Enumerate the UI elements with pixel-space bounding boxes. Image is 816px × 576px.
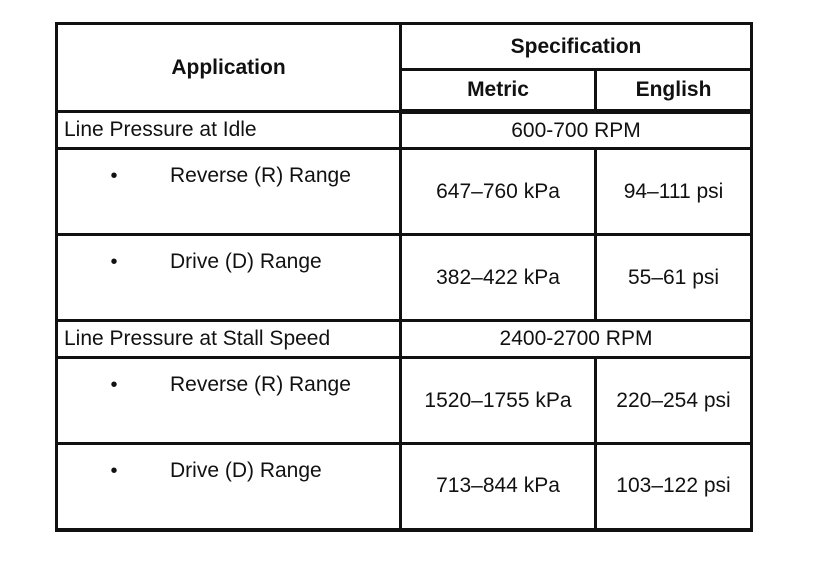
section-value: 600-700 RPM xyxy=(401,112,752,149)
metric-value: 382–422 kPa xyxy=(401,235,596,321)
bullet-icon: • xyxy=(110,251,118,273)
english-value: 55–61 psi xyxy=(596,235,752,321)
bullet-icon: • xyxy=(110,165,118,187)
line-pressure-spec-table xyxy=(55,22,753,532)
english-value: 94–111 psi xyxy=(596,149,752,235)
section-row xyxy=(57,112,752,149)
table-row xyxy=(57,444,752,530)
english-value: 220–254 psi xyxy=(596,358,752,444)
section-label: Line Pressure at Stall Speed xyxy=(57,321,401,358)
range-label: Drive (D) Range xyxy=(170,459,322,482)
section-value: 2400-2700 RPM xyxy=(401,321,752,358)
range-label: Reverse (R) Range xyxy=(170,373,351,396)
english-value: 103–122 psi xyxy=(596,444,752,530)
section-label: Line Pressure at Idle xyxy=(57,112,401,149)
section-row xyxy=(57,321,752,358)
bullet-icon: • xyxy=(110,460,118,482)
range-label: Drive (D) Range xyxy=(170,250,322,273)
metric-value: 1520–1755 kPa xyxy=(401,358,596,444)
table-row xyxy=(57,358,752,444)
table-row xyxy=(57,149,752,235)
application-header: Application xyxy=(57,24,401,112)
range-label: Reverse (R) Range xyxy=(170,164,351,187)
metric-header: Metric xyxy=(401,70,596,112)
specification-header: Specification xyxy=(401,24,752,70)
metric-value: 713–844 kPa xyxy=(401,444,596,530)
bullet-icon: • xyxy=(110,374,118,396)
english-header: English xyxy=(596,70,752,112)
table-row xyxy=(57,235,752,321)
metric-value: 647–760 kPa xyxy=(401,149,596,235)
